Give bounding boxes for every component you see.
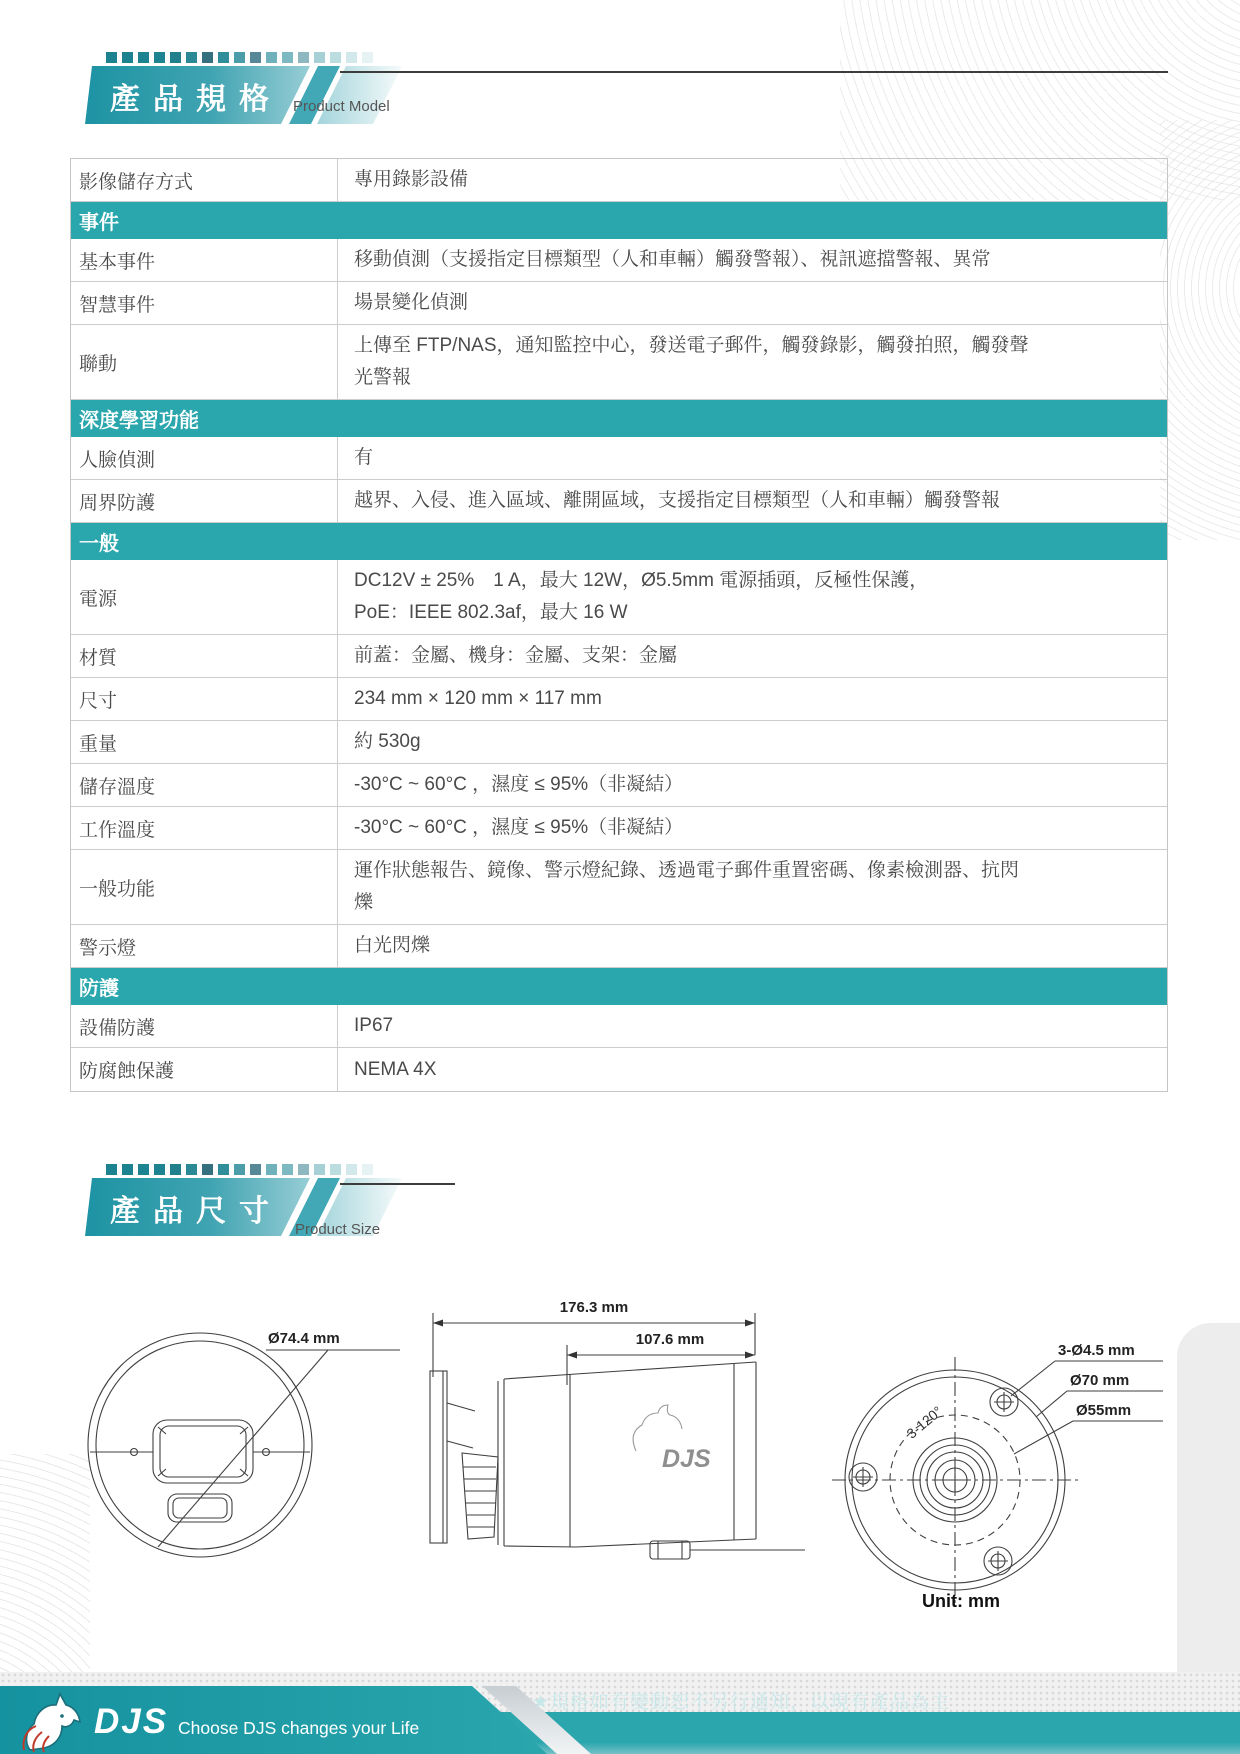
deco-square bbox=[106, 1164, 117, 1175]
spec-item-label: 防腐蝕保護 bbox=[71, 1048, 338, 1091]
spec-section-row bbox=[71, 400, 1167, 437]
spec-row bbox=[71, 678, 1167, 721]
spec-item-value: 專用錄影設備 bbox=[354, 169, 469, 190]
deco-square bbox=[202, 1164, 213, 1175]
spec-row bbox=[71, 1048, 1167, 1091]
side-view-drawing bbox=[430, 1313, 805, 1559]
spec-item-value: NEMA 4X bbox=[354, 1058, 437, 1080]
deco-square bbox=[266, 1164, 277, 1175]
spec-row bbox=[71, 239, 1167, 282]
spec-row bbox=[71, 560, 1167, 635]
rear-bolt-circle-label: Ø70 mm bbox=[1070, 1372, 1130, 1389]
deco-square bbox=[218, 1164, 229, 1175]
deco-square bbox=[122, 1164, 133, 1175]
section-banner-size bbox=[70, 1178, 470, 1241]
deco-square bbox=[218, 52, 229, 63]
deco-square bbox=[138, 1164, 149, 1175]
spec-item-label: 電源 bbox=[71, 560, 338, 634]
banner-subtitle-en: Product Size bbox=[295, 1221, 381, 1238]
spec-row bbox=[71, 807, 1167, 850]
deco-square bbox=[362, 1164, 373, 1175]
spec-table bbox=[70, 158, 1168, 1092]
spec-section-row bbox=[71, 523, 1167, 560]
spec-item-value: 運作狀態報告、鏡像、警示燈紀錄、透過電子郵件重置密碼、像素檢測器、抗閃 爍 bbox=[354, 860, 1020, 913]
deco-square bbox=[298, 52, 309, 63]
spec-item-label: 重量 bbox=[71, 721, 338, 763]
deco-square bbox=[314, 1164, 325, 1175]
spec-section-label: 事件 bbox=[79, 212, 119, 234]
deco-square bbox=[346, 52, 357, 63]
footer-disclaimer: ★規格如有變動恕不另行通知，以現有產品為主 bbox=[532, 1692, 951, 1713]
spec-item-value: -30°C ~ 60°C ，濕度 ≤ 95%（非凝結） bbox=[354, 774, 684, 795]
spec-item-value: 上傳至 FTP/NAS，通知監控中心，發送電子郵件，觸發錄影，觸發拍照，觸發聲 光警報 bbox=[354, 335, 1029, 388]
side-body-label: 107.6 mm bbox=[635, 1331, 705, 1348]
deco-squares bbox=[106, 52, 373, 63]
deco-square bbox=[330, 52, 341, 63]
spec-section-label: 防護 bbox=[79, 978, 119, 1000]
spec-row bbox=[71, 721, 1167, 764]
spec-item-label: 儲存溫度 bbox=[71, 764, 338, 806]
front-view-drawing bbox=[88, 1333, 400, 1557]
deco-square bbox=[282, 52, 293, 63]
spec-item-label: 智慧事件 bbox=[71, 282, 338, 324]
deco-square bbox=[234, 52, 245, 63]
spec-section-label: 深度學習功能 bbox=[79, 410, 199, 432]
deco-square bbox=[314, 52, 325, 63]
spec-item-value: 白光閃爍 bbox=[354, 935, 431, 956]
edge-pattern-right bbox=[1160, 120, 1240, 540]
spec-item-value: IP67 bbox=[354, 1015, 394, 1036]
spec-row bbox=[71, 282, 1167, 325]
spec-section-row bbox=[71, 202, 1167, 239]
deco-square bbox=[346, 1164, 357, 1175]
spec-item-value: DC12V ± 25% 1 A，最大 12W，Ø5.5mm 電源插頭，反極性保護， PoE：IEEE 802.3af，最大 16 W bbox=[354, 570, 929, 623]
rear-angle-label: 3-120° bbox=[903, 1402, 946, 1442]
spec-row bbox=[71, 925, 1167, 968]
deco-squares bbox=[106, 1164, 373, 1175]
spec-item-value: 前蓋：金屬、機身：金屬、支架：金屬 bbox=[354, 645, 678, 666]
spec-item-label: 材質 bbox=[71, 635, 338, 677]
spec-item-label: 周界防護 bbox=[71, 480, 338, 522]
deco-square bbox=[266, 52, 277, 63]
spec-row bbox=[71, 437, 1167, 480]
deco-square bbox=[154, 1164, 165, 1175]
spec-item-value: 移動偵測（支援指定目標類型（人和車輛）觸發警報）、視訊遮擋警報、異常 bbox=[354, 249, 991, 270]
deco-square bbox=[138, 52, 149, 63]
unicorn-logo-icon bbox=[16, 1690, 86, 1754]
footer-slogan: Choose DJS changes your Life bbox=[178, 1718, 420, 1738]
spec-row bbox=[71, 480, 1167, 523]
page-title: 產品規格 bbox=[110, 83, 282, 116]
deco-square bbox=[282, 1164, 293, 1175]
deco-square bbox=[250, 1164, 261, 1175]
deco-square bbox=[362, 52, 373, 63]
banner-graphic bbox=[70, 66, 470, 124]
deco-square bbox=[170, 52, 181, 63]
side-length-label: 176.3 mm bbox=[559, 1299, 629, 1316]
deco-square bbox=[106, 52, 117, 63]
spec-item-label: 一般功能 bbox=[71, 850, 338, 924]
spec-item-label: 警示燈 bbox=[71, 925, 338, 967]
spec-row bbox=[71, 764, 1167, 807]
brand-logo-text: DJS bbox=[94, 1702, 169, 1741]
rear-inner-label: Ø55mm bbox=[1076, 1402, 1132, 1419]
rear-view-drawing bbox=[832, 1357, 1163, 1603]
dimension-drawings bbox=[70, 1255, 1170, 1665]
spec-item-value: 場景變化偵測 bbox=[354, 292, 469, 313]
spec-item-label: 人臉偵測 bbox=[71, 437, 338, 479]
spec-item-value: 234 mm × 120 mm × 117 mm bbox=[354, 688, 602, 709]
section-banner-specs bbox=[70, 66, 470, 129]
spec-row bbox=[71, 850, 1167, 925]
banner-rule-line bbox=[340, 1183, 455, 1185]
deco-square bbox=[330, 1164, 341, 1175]
size-section-title: 產品尺寸 bbox=[110, 1195, 282, 1228]
banner-rule-line bbox=[340, 71, 1168, 73]
spec-item-label: 設備防護 bbox=[71, 1005, 338, 1047]
spec-item-label: 工作溫度 bbox=[71, 807, 338, 849]
spec-row bbox=[71, 635, 1167, 678]
spec-section-row bbox=[71, 968, 1167, 1005]
spec-item-value: 約 530g bbox=[354, 731, 421, 752]
deco-square bbox=[298, 1164, 309, 1175]
spec-item-label: 基本事件 bbox=[71, 239, 338, 281]
deco-square bbox=[186, 1164, 197, 1175]
rear-hole-label: 3-Ø4.5 mm bbox=[1058, 1342, 1135, 1359]
spec-item-value: -30°C ~ 60°C ，濕度 ≤ 95%（非凝結） bbox=[354, 817, 684, 838]
deco-square bbox=[154, 52, 165, 63]
spec-row bbox=[71, 159, 1167, 202]
spec-row bbox=[71, 1005, 1167, 1048]
spec-item-label: 尺寸 bbox=[71, 678, 338, 720]
spec-item-value: 有 bbox=[354, 447, 374, 468]
deco-square bbox=[202, 52, 213, 63]
banner-subtitle-en: Product Model bbox=[293, 98, 390, 115]
right-gray-panel bbox=[1177, 1323, 1240, 1675]
front-diameter-label: Ø74.4 mm bbox=[268, 1330, 340, 1347]
deco-square bbox=[170, 1164, 181, 1175]
spec-row bbox=[71, 325, 1167, 400]
side-watermark-logo: DJS bbox=[662, 1445, 711, 1473]
spec-item-label: 聯動 bbox=[71, 325, 338, 399]
deco-square bbox=[234, 1164, 245, 1175]
spec-item-value: 越界、入侵、進入區域、離開區域，支援指定目標類型（人和車輛）觸發警報 bbox=[354, 490, 1001, 511]
deco-square bbox=[122, 52, 133, 63]
unit-label: Unit: mm bbox=[922, 1591, 1000, 1611]
deco-square bbox=[250, 52, 261, 63]
banner-graphic bbox=[70, 1178, 470, 1236]
deco-square bbox=[186, 52, 197, 63]
spec-item-label: 影像儲存方式 bbox=[71, 159, 338, 201]
spec-section-label: 一般 bbox=[79, 533, 119, 555]
